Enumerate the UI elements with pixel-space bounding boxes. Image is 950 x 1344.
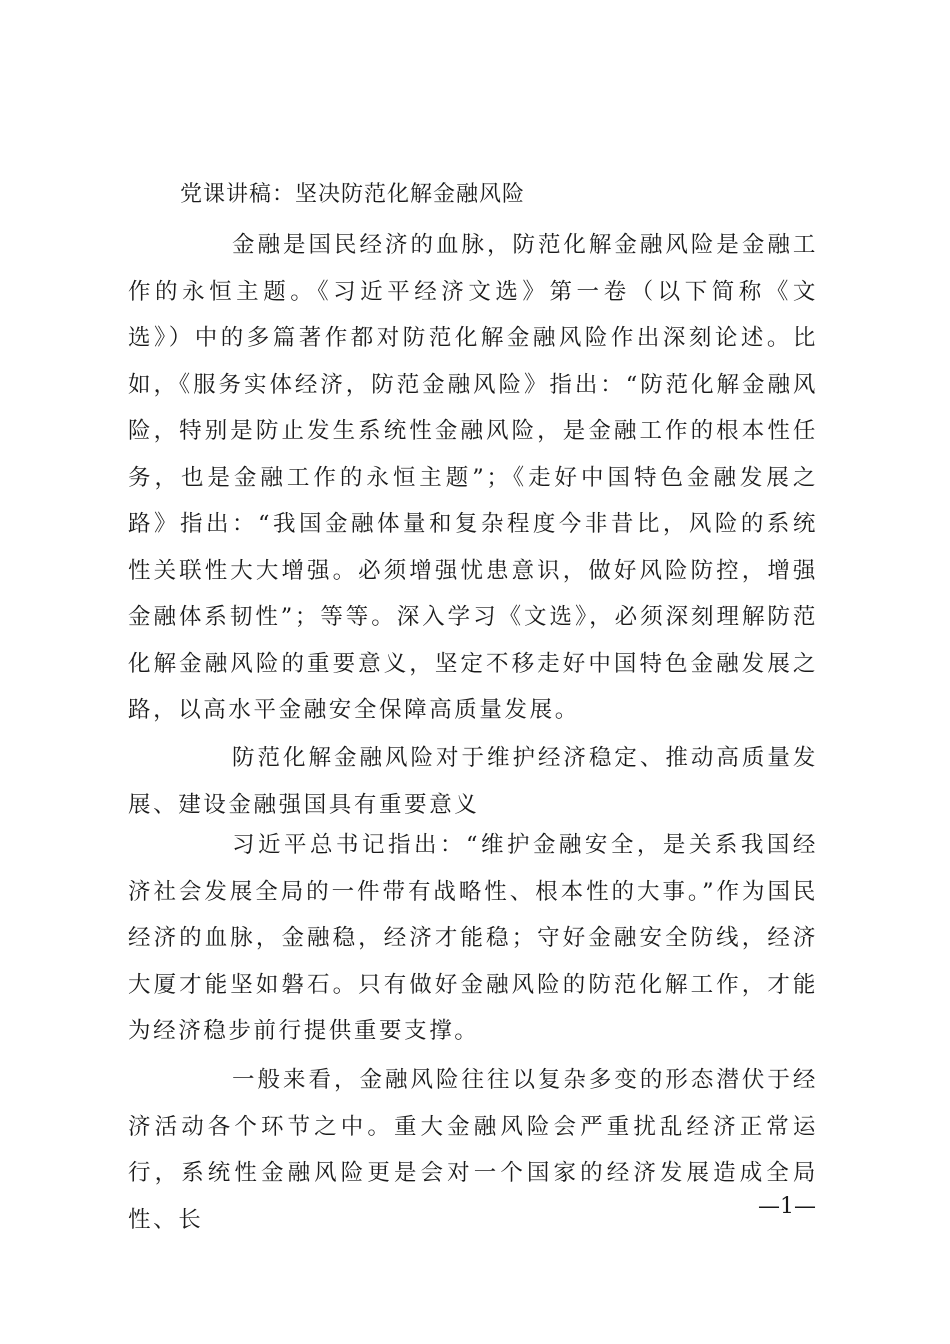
document-title: 党课讲稿：坚决防范化解金融风险 bbox=[180, 182, 526, 207]
section-heading: 防范化解金融风险对于维护经济稳定、推动高质量发展、建设金融强国具有重要意义 bbox=[128, 745, 818, 818]
page-number: —1— bbox=[758, 1194, 816, 1219]
paragraph-quote: 习近平总书记指出：“维护金融安全，是关系我国经济社会发展全局的一件带有战略性、根本性的大事。”作为国民经济的血脉，金融稳，经济才能稳；守好金融安全防线，经济大厦才能坚如磐石。只有做好金融风险的防范化解工作，才能为经济稳步前行提供重要支撑。 bbox=[128, 832, 818, 1044]
paragraph-intro: 金融是国民经济的血脉，防范化解金融风险是金融工作的永恒主题。《习近平经济文选》第一卷（以下简称《文选》）中的多篇著作都对防范化解金融风险作出深刻论述。比如，《服务实体经济，防范金融风险》指出：“防范化解金融风险，特别是防止发生系统性金融风险，是金融工作的根本性任务，也是金融工作的永恒主题”；《走好中国特色金融发展之路》指出：“我国金融体量和复杂程度今非昔比，风险的系统性关联性大大增强。必须增强忧患意识，做好风险防控，增强金融体系韧性”；等等。深入学习《文选》，必须深刻理解防范化解金融风险的重要意义，坚定不移走好中国特色金融发展之路，以高水平金融安全保障高质量发展。 bbox=[128, 232, 818, 723]
paragraph-risk: 一般来看，金融风险往往以复杂多变的形态潜伏于经济活动各个环节之中。重大金融风险会严重扰乱经济正常运行，系统性金融风险更是会对一个国家的经济发展造成全局性、长 bbox=[128, 1067, 818, 1233]
